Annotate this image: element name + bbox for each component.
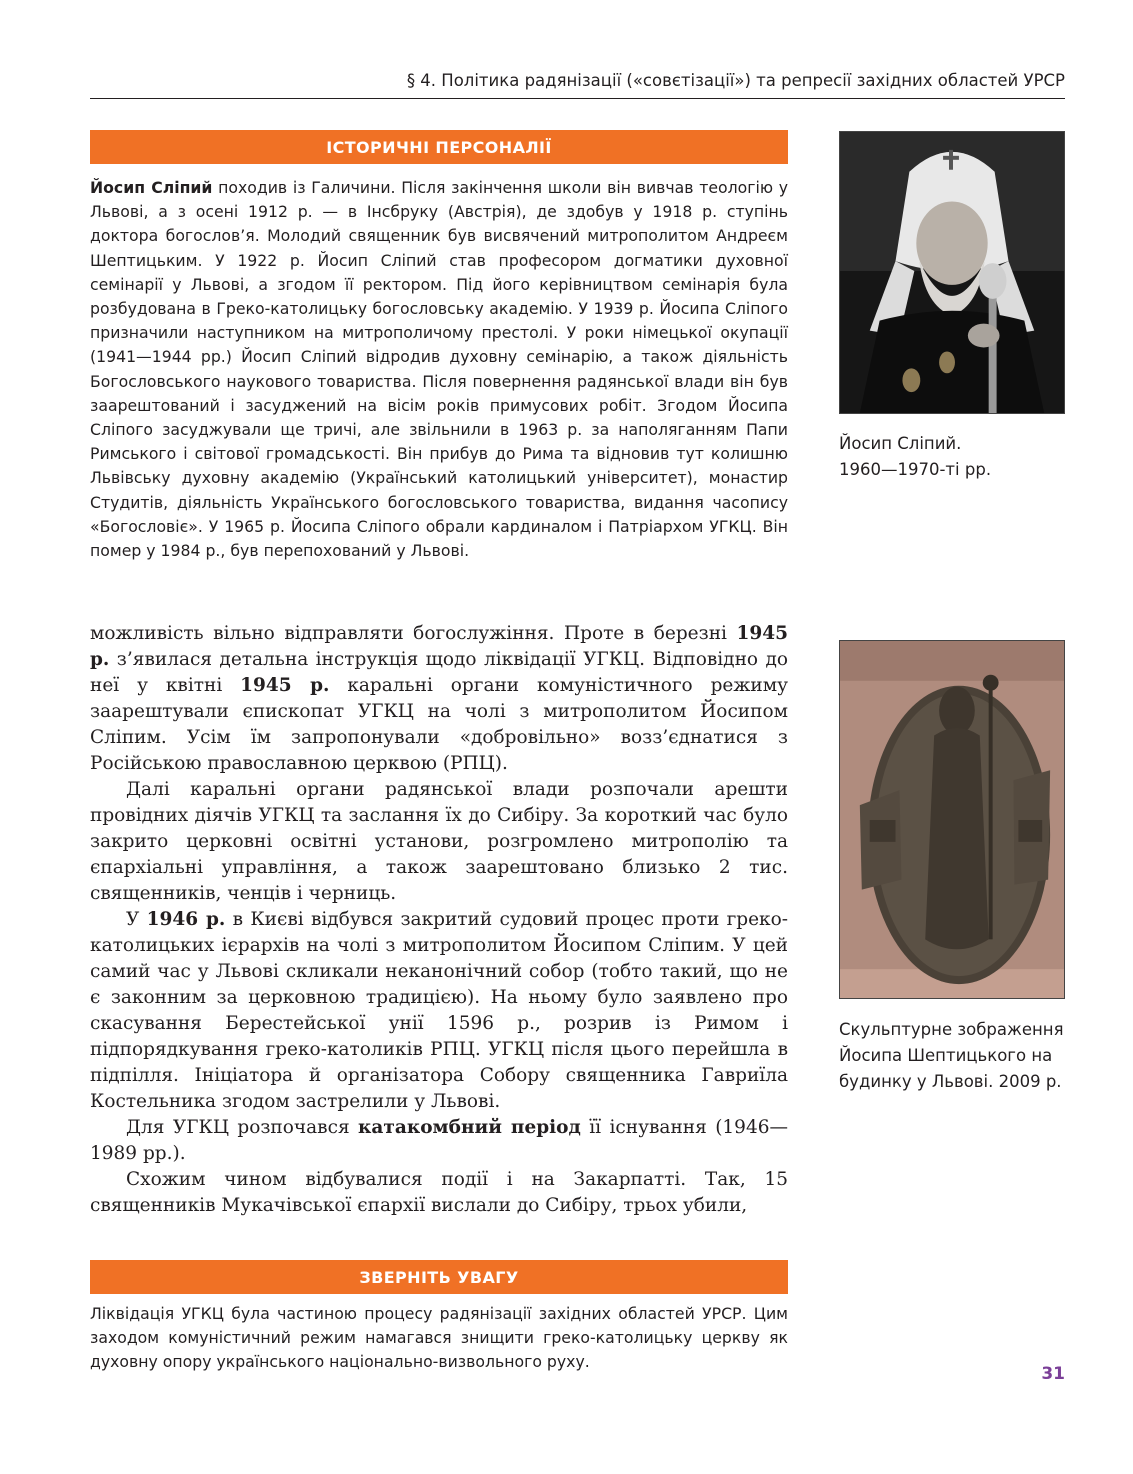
paragraph (90, 907, 788, 1115)
portrait-caption-line2: 1960—1970-ті рр. (839, 460, 992, 479)
pay-attention-banner: ЗВЕРНІТЬ УВАГУ (90, 1260, 788, 1294)
main-article-text (90, 621, 788, 1219)
text-run: каральні органи комуністичного режиму заарештували єпископат УГКЦ на чолі з митрополитом Йосипом Сліпим. Усім їм запропонували «добровільно» возз’єднатися з Російською православною церквою (РПЦ). (90, 675, 788, 774)
biography-text (90, 176, 788, 563)
pay-attention-text: Ліквідація УГКЦ була частиною процесу радянізації західних областей УРСР. Цим заходом комуністичний режим намагався знищити греко-католицьку церкву як духовну опору українського національно-визвольного руху. (90, 1304, 788, 1372)
biography-body: походив із Галичини. Після закінчення школи він вивчав теологію у Львові, а з осені 1912 р. — в Інсбруку (Австрія), де здобув у 1918 р. ступінь доктора богослов’я. Молодий священник був висвячений митрополитом Андреєм Шептицьким. У 1922 р. Йосип Сліпий став професором догматики духовної семінарії у Львові, а згодом її ректором. Під його керівництвом семінарія була розбудована в Греко-католицьку богословську академію. У 1939 р. Йосипа Сліпого призначили наступником на митрополичому престолі. У роки німецької окупації (1941—1944 рр.) Йосип Сліпий відродив духовну семінарію, а також діяльність Богословського наукового товариства. Після повернення радянської влади він був заарештований і засуджений на вісім років примусових робіт. Згодом Йосипа Сліпого засуджували ще тричі, але звільнили в 1963 р. за наполяганням Папи Римського і світової громадськості. Він прибув до Рима та відновив тут колишню Львівську духовну академію (Український католицький університет), монастир Студитів, діяльність Українського богословського товариства, видання часопису «Богословіє». У 1965 р. Йосипа Сліпого обрали кардиналом і Патріархом УГКЦ. Він помер у 1984 р., був перепохований у Львові. (90, 178, 789, 561)
portrait-caption (839, 431, 1079, 483)
text-run: з’явилася детальна інструкція щодо ліквідації УГКЦ. Відповідно до неї у квітні (90, 649, 788, 696)
sculpture-caption-line2: Йосипа Шептицького на (839, 1046, 1053, 1065)
paragraph: Далі каральні органи радянської влади розпочали арешти провідних діячів УГКЦ та заслання їх до Сибіру. За короткий час було закрито церковні освітні установи, розгромлено митрополію та єпархіальні управління, а також заарештовано близько 2 тис. священників, ченців і черниць. (90, 779, 788, 904)
sculpture-caption (839, 1017, 1079, 1095)
sculpture-caption-line3: будинку у Львові. 2009 р. (839, 1072, 1062, 1091)
portrait-caption-line1: Йосип Сліпий. (839, 434, 962, 453)
bold-date: 1945 р. (240, 675, 330, 696)
historical-personalities-banner: ІСТОРИЧНІ ПЕРСОНАЛІЇ (90, 130, 788, 164)
text-run: в Києві відбувся закритий судовий процес проти греко-католицьких ієрархів на чолі з митрополитом Йосипом Сліпим. У цей самий час у Львові скликали неканонічний собор (тобто такий, що не є законним за церковною традицією). На ньому було заявлено про скасування Берестейської унії 1596 р., розрив із Римом і підпорядкування греко-католиків РПЦ. УГКЦ після цього перейшла в підпілля. Ініціатора й організатора Собору священника Гавриїла Костельника згодом застрелили у Львові. (90, 909, 788, 1112)
bold-term: катакомбний період (358, 1117, 581, 1138)
paragraph (90, 621, 788, 777)
page-number: 31 (1041, 1364, 1065, 1384)
bold-date: 1946 р. (146, 909, 226, 930)
text-run: її існування (1946—1989 рр.). (90, 1117, 788, 1164)
portrait-illustration (840, 132, 1064, 413)
text-run: У (126, 909, 147, 930)
sculpture-caption-line1: Скульптурне зображення (839, 1020, 1064, 1039)
running-header: § 4. Політика радянізації («совєтізації») та репресії західних областей УРСР (90, 70, 1065, 99)
portrait-photo (839, 131, 1065, 414)
paragraph (90, 1115, 788, 1167)
text-run: Для УГКЦ розпочався (126, 1117, 359, 1138)
sculpture-illustration (840, 641, 1064, 998)
sculpture-photo (839, 640, 1065, 999)
biography-name: Йосип Сліпий (90, 178, 213, 197)
bold-date: 1945 р. (90, 623, 788, 670)
text-run: можливість вільно відправляти богослужіння. Проте в березні (90, 623, 737, 644)
paragraph: Схожим чином відбувалися події і на Закарпатті. Так, 15 священників Мукачівської єпархії вислали до Сибіру, трьох убили, (90, 1169, 788, 1216)
